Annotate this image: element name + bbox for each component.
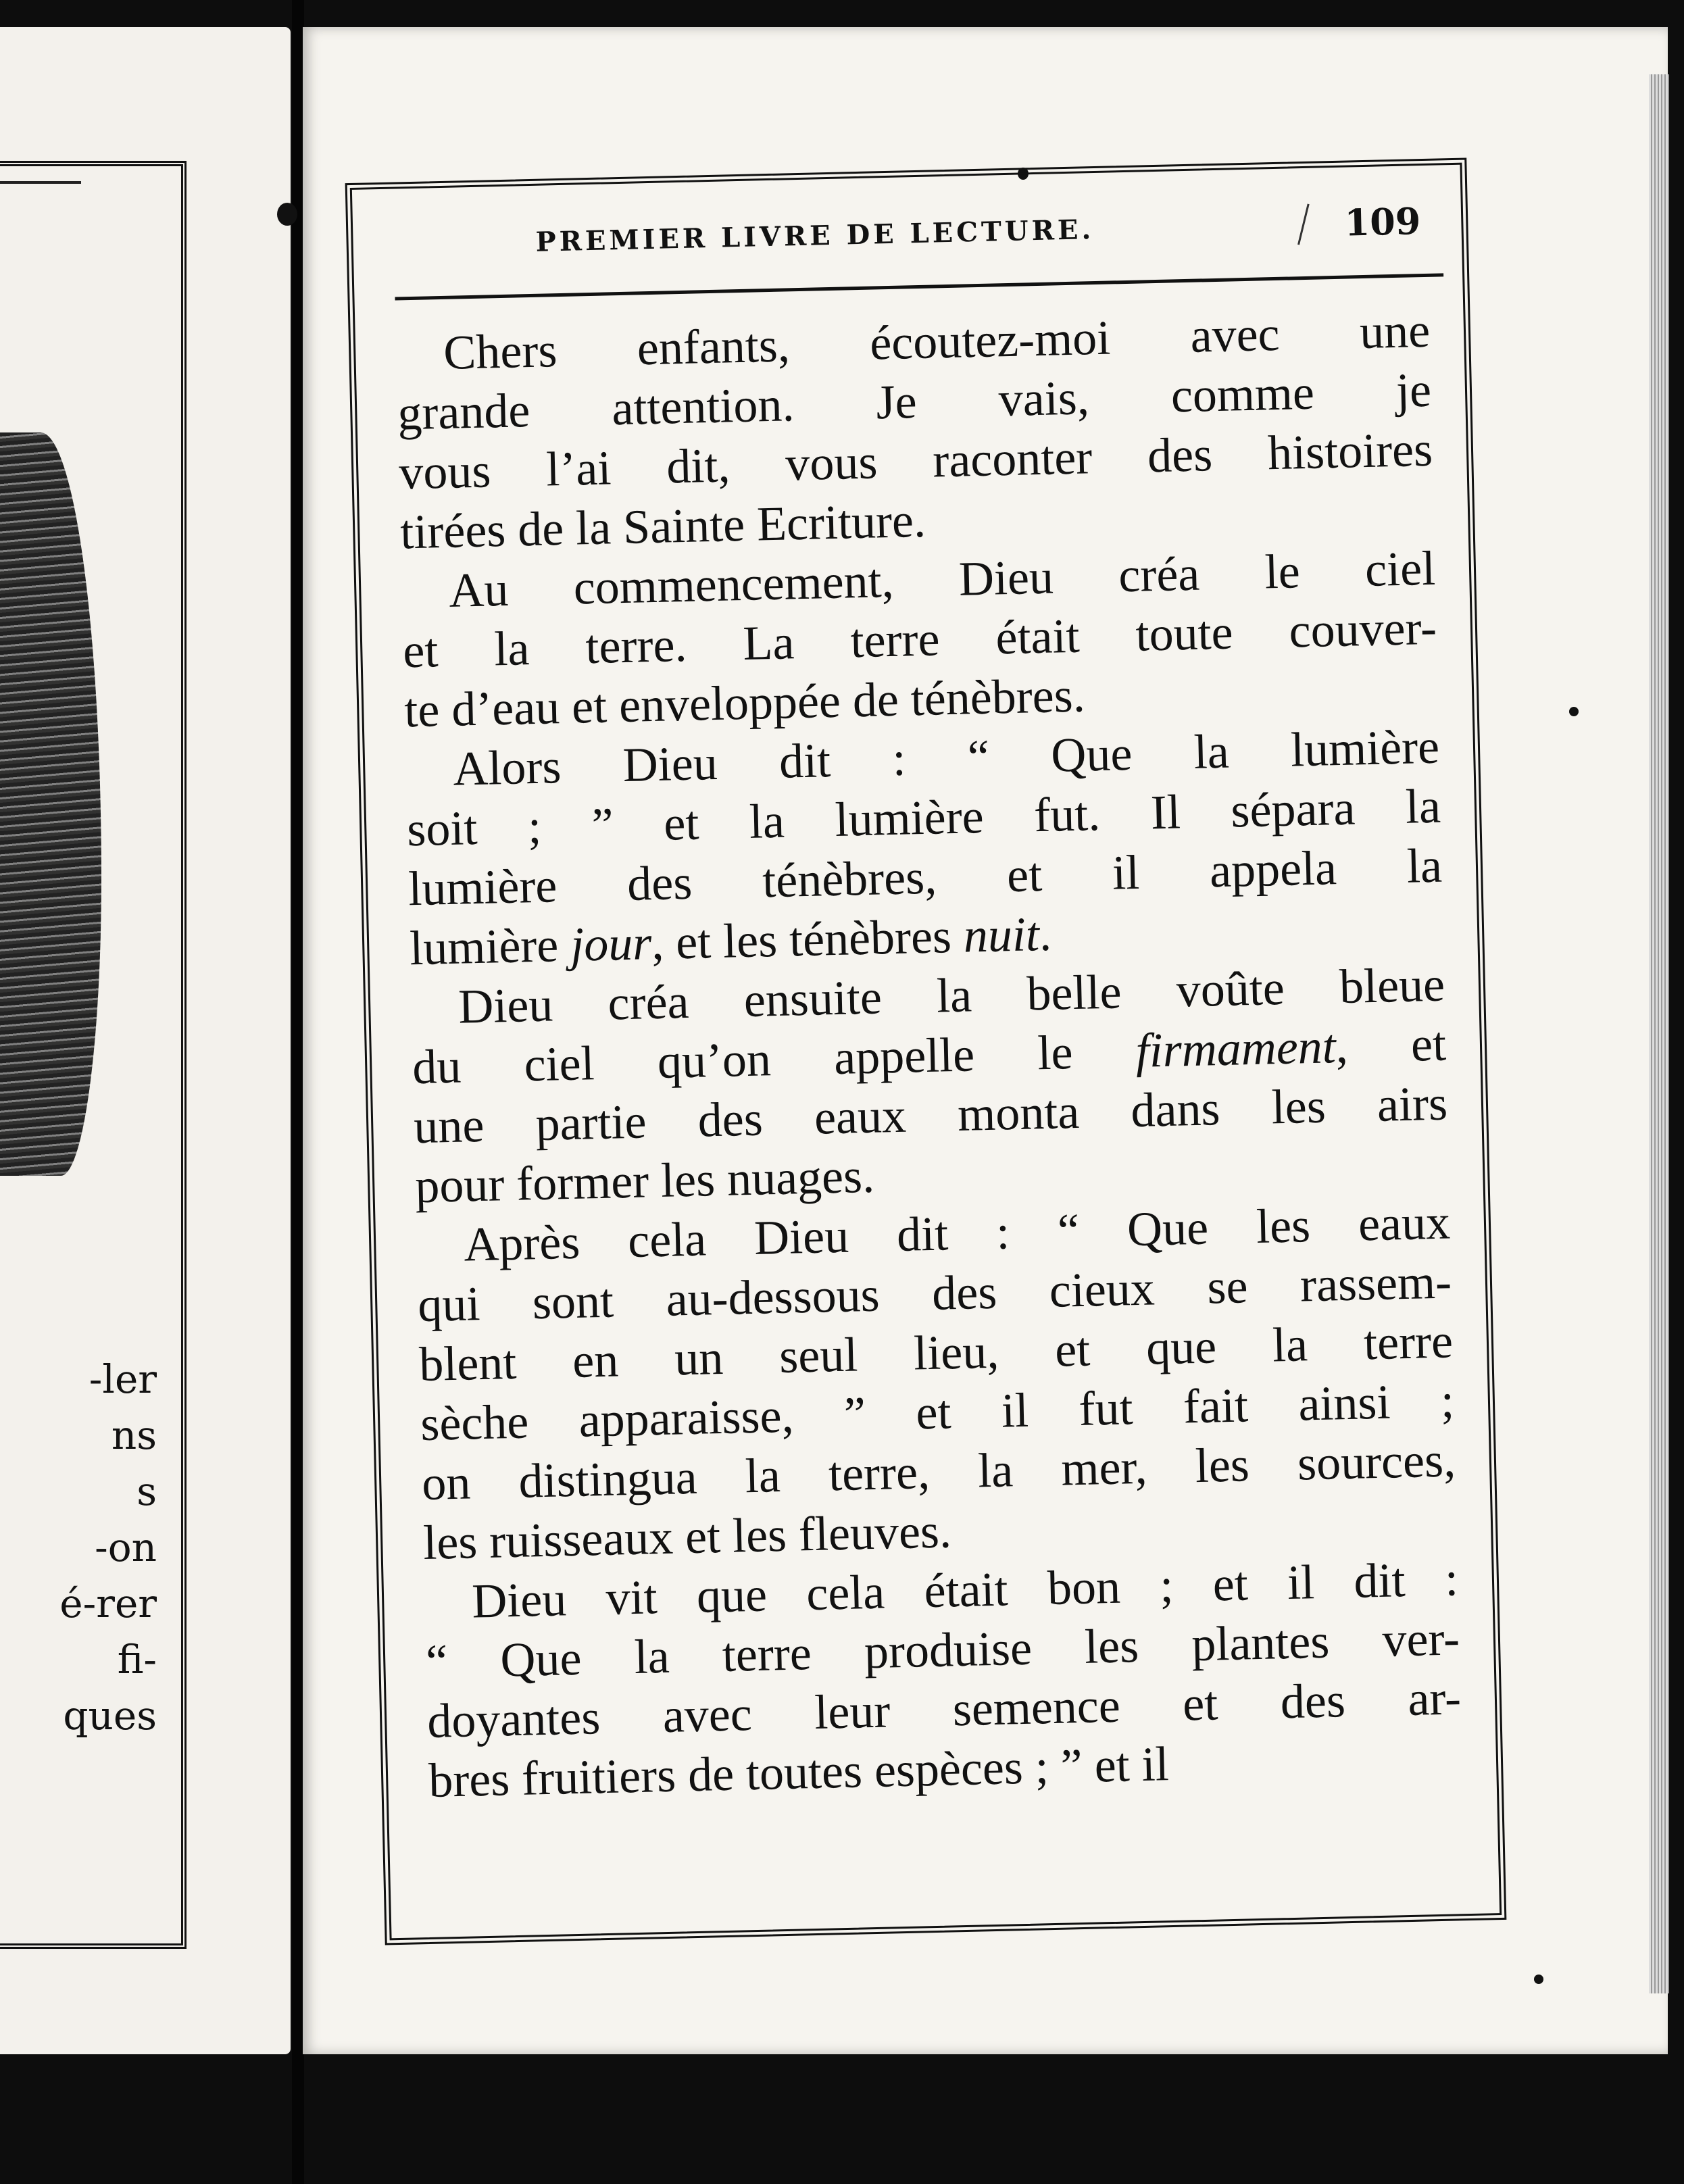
text-segment: , et les ténèbres [651, 908, 964, 970]
fragment: ques [63, 1693, 157, 1739]
ink-spot [1534, 1975, 1543, 1984]
text-segment: Alors Dieu dit : “ Que la lumière [452, 719, 1440, 796]
text-segment: Dieu vit que cela était bon ; et il dit : [471, 1552, 1459, 1629]
fragment: ns [111, 1412, 157, 1458]
running-head-title: PREMIER LIVRE DE LECTURE. [535, 214, 1095, 258]
binding-thread-knot [277, 203, 297, 226]
text-segment: lumière des ténèbres, et il appela la [407, 838, 1443, 916]
running-head [353, 200, 1462, 279]
previous-page-rule [0, 181, 81, 184]
emphasized-word: firmament [1135, 1019, 1337, 1078]
previous-page [0, 27, 291, 2054]
text-segment: tirées de la Sainte Ecriture. [399, 493, 926, 560]
text-segment: “ Que la terre produise les plantes ver- [425, 1611, 1460, 1689]
text-segment: qui sont au-dessous des cieux se rassem- [417, 1254, 1452, 1333]
text-segment: vous l’ai dit, vous raconter des histoires [398, 422, 1433, 500]
previous-page-text-fragments [0, 1351, 157, 1744]
fragment: -ler [89, 1356, 157, 1402]
emphasized-word: jour [570, 916, 653, 972]
paragraph [424, 1549, 1463, 1810]
fragment: -on [95, 1524, 157, 1570]
text-segment: grande attention. Je vais, comme je [397, 362, 1432, 441]
text-segment: . [1038, 906, 1052, 962]
page-edges [1649, 74, 1669, 1993]
fragment: fi- [117, 1637, 157, 1683]
text-segment: , et [1335, 1016, 1447, 1074]
emphasized-word: nuit [962, 907, 1040, 963]
text-segment: on distingua la terre, la mer, les sources, [421, 1433, 1456, 1511]
body-text [395, 301, 1463, 1810]
text-segment: une partie des eaux monta dans les airs [413, 1076, 1448, 1154]
paragraph [416, 1192, 1458, 1572]
ink-spot [1569, 707, 1579, 716]
text-segment: Chers enfants, écoutez-moi avec une [443, 303, 1431, 380]
paragraph [410, 955, 1450, 1216]
paragraph [401, 539, 1439, 741]
text-segment: te d’eau et enveloppée de ténèbres. [403, 668, 1086, 738]
text-segment: Après cela Dieu dit : “ Que les eaux [463, 1195, 1451, 1272]
fragment: é-rer [59, 1581, 157, 1627]
text-segment: bres fruitiers de toutes espèces ; ” et il [428, 1737, 1170, 1808]
text-segment: lumière [409, 917, 572, 976]
text-segment: les ruisseaux et les fleuves. [422, 1504, 952, 1570]
text-segment: et la terre. La terre était toute couver- [402, 600, 1437, 678]
text-segment: pour former les nuages. [414, 1148, 875, 1214]
fragment: s [137, 1468, 157, 1514]
text-segment: doyantes avec leur semence et des ar- [426, 1670, 1462, 1748]
running-head-separator [1297, 204, 1310, 245]
paragraph [405, 717, 1444, 978]
page-number: 109 [1343, 199, 1422, 245]
page-border-frame [345, 158, 1507, 1945]
text-segment: du ciel qu’on appelle le [412, 1023, 1137, 1095]
text-segment: blent en un seul lieu, et que la terre [418, 1314, 1454, 1392]
text-segment: soit ; ” et la lumière fut. Il sépara la [406, 778, 1441, 857]
text-segment: Au commencement, Dieu créa le ciel [448, 541, 1436, 618]
text-segment: Dieu créa ensuite la belle voûte bleue [457, 957, 1445, 1034]
text-segment: sèche apparaisse, ” et il fut fait ainsi ; [420, 1373, 1455, 1451]
header-rule [395, 273, 1443, 300]
paragraph [395, 301, 1435, 562]
